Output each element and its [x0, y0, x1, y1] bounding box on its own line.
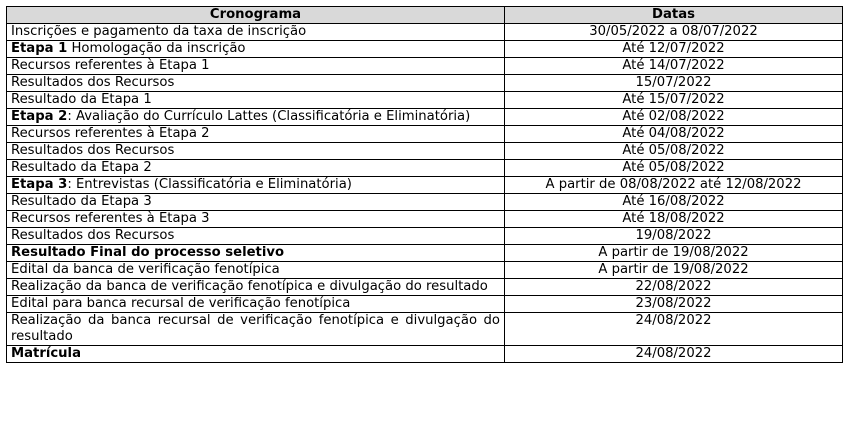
- schedule-date: Até 02/08/2022: [505, 109, 843, 126]
- schedule-item: [7, 177, 505, 194]
- schedule-item: [7, 296, 505, 313]
- schedule-item: [7, 279, 505, 296]
- schedule-date: 30/05/2022 a 08/07/2022: [505, 24, 843, 41]
- schedule-item-text: Resultado da Etapa 1: [11, 92, 152, 107]
- schedule-date: Até 05/08/2022: [505, 143, 843, 160]
- table-row: [7, 262, 843, 279]
- table-row: [7, 75, 843, 92]
- schedule-item-text: Resultados dos Recursos: [11, 75, 175, 90]
- schedule-item-text: Resultado da Etapa 3: [11, 194, 152, 209]
- schedule-item: [7, 143, 505, 160]
- table-row: [7, 109, 843, 126]
- table-row: [7, 92, 843, 109]
- table-row: [7, 228, 843, 245]
- schedule-item: [7, 194, 505, 211]
- schedule-item: [7, 92, 505, 109]
- schedule-date: 22/08/2022: [505, 279, 843, 296]
- schedule-item: [7, 313, 505, 346]
- schedule-item: [7, 58, 505, 75]
- schedule-item-text: Edital da banca de verificação fenotípica: [11, 262, 280, 277]
- schedule-item-text: Recursos referentes à Etapa 1: [11, 58, 210, 73]
- schedule-item: [7, 228, 505, 245]
- schedule-item-stage: Resultado Final do processo seletivo: [11, 245, 285, 260]
- schedule-item-stage: Etapa 3: [11, 177, 68, 192]
- table-row: [7, 194, 843, 211]
- schedule-date: Até 05/08/2022: [505, 160, 843, 177]
- schedule-item-text: Recursos referentes à Etapa 2: [11, 126, 210, 141]
- table-row: [7, 24, 843, 41]
- schedule-date: Até 04/08/2022: [505, 126, 843, 143]
- schedule-item-text: Edital para banca recursal de verificação fenotípica: [11, 296, 351, 311]
- schedule-item-text: Resultados dos Recursos: [11, 143, 175, 158]
- schedule-date: Até 16/08/2022: [505, 194, 843, 211]
- schedule-date: 24/08/2022: [505, 313, 843, 346]
- table-header-row: [7, 7, 843, 24]
- schedule-item: [7, 262, 505, 279]
- schedule-item-text: Homologação da inscrição: [67, 41, 246, 56]
- table-row: [7, 126, 843, 143]
- schedule-item-text: : Avaliação do Currículo Lattes (Classificatória e Eliminatória): [67, 109, 471, 124]
- table-row: [7, 313, 843, 346]
- schedule-date: A partir de 08/08/2022 até 12/08/2022: [505, 177, 843, 194]
- header-datas: Datas: [505, 7, 843, 24]
- table-row: [7, 296, 843, 313]
- schedule-table: [6, 6, 843, 363]
- schedule-item-text: Realização da banca recursal de verificação fenotípica e divulgação do resultado: [11, 313, 500, 344]
- schedule-date: 15/07/2022: [505, 75, 843, 92]
- schedule-date: 19/08/2022: [505, 228, 843, 245]
- table-body: [7, 24, 843, 363]
- schedule-item-text: Inscrições e pagamento da taxa de inscrição: [11, 24, 307, 39]
- schedule-item-text: Resultados dos Recursos: [11, 228, 175, 243]
- schedule-date: 23/08/2022: [505, 296, 843, 313]
- schedule-item: [7, 109, 505, 126]
- schedule-item-stage: Matrícula: [11, 346, 81, 361]
- schedule-date: 24/08/2022: [505, 346, 843, 363]
- table-row: [7, 160, 843, 177]
- schedule-date: A partir de 19/08/2022: [505, 262, 843, 279]
- schedule-item-text: Realização da banca de verificação fenotípica e divulgação do resultado: [11, 279, 488, 294]
- schedule-item-text: Recursos referentes à Etapa 3: [11, 211, 210, 226]
- table-row: [7, 58, 843, 75]
- schedule-item: [7, 211, 505, 228]
- schedule-item: [7, 41, 505, 58]
- schedule-item: [7, 126, 505, 143]
- schedule-date: Até 12/07/2022: [505, 41, 843, 58]
- table-row: [7, 177, 843, 194]
- schedule-item-stage: Etapa 1: [11, 41, 68, 56]
- schedule-item: [7, 346, 505, 363]
- table-row: [7, 279, 843, 296]
- table-row: [7, 245, 843, 262]
- schedule-item: [7, 75, 505, 92]
- header-cronograma: Cronograma: [7, 7, 505, 24]
- schedule-item: [7, 160, 505, 177]
- schedule-item: [7, 245, 505, 262]
- table-row: [7, 346, 843, 363]
- schedule-date: Até 14/07/2022: [505, 58, 843, 75]
- table-row: [7, 41, 843, 58]
- schedule-date: Até 18/08/2022: [505, 211, 843, 228]
- table-row: [7, 143, 843, 160]
- schedule-item-stage: Etapa 2: [11, 109, 68, 124]
- schedule-item: [7, 24, 505, 41]
- schedule-date: Até 15/07/2022: [505, 92, 843, 109]
- schedule-date: A partir de 19/08/2022: [505, 245, 843, 262]
- table-row: [7, 211, 843, 228]
- schedule-item-text: : Entrevistas (Classificatória e Eliminatória): [67, 177, 352, 192]
- schedule-item-text: Resultado da Etapa 2: [11, 160, 152, 175]
